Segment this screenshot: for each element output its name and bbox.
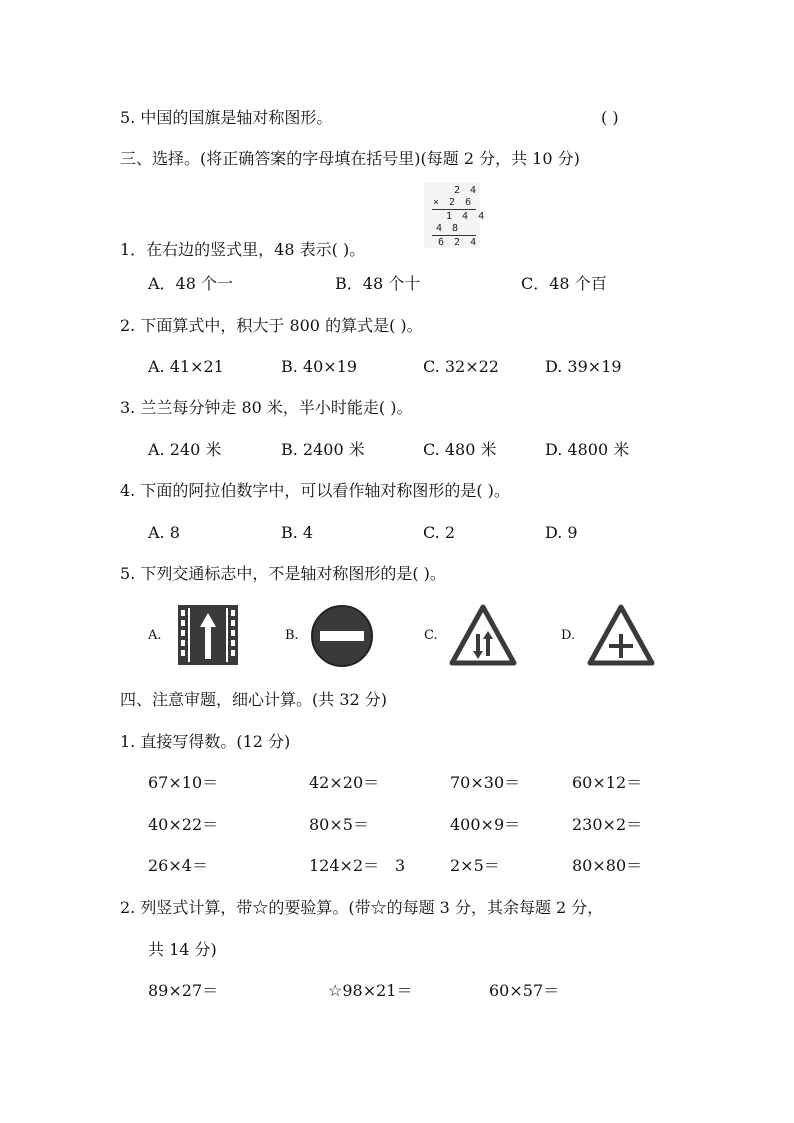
- sec3-q4-option-a[interactable]: A. 8: [148, 523, 180, 542]
- vc-rule-1: [432, 209, 476, 210]
- mental-calc-item: 42×20＝: [309, 773, 380, 792]
- straight-ahead-sign-icon[interactable]: [178, 605, 238, 665]
- vc-rule-2: [432, 235, 476, 236]
- sec2-q5-answer-paren[interactable]: ( ): [601, 108, 619, 127]
- mental-calc-item: 80×5＝: [309, 815, 369, 834]
- sec3-q4-option-b[interactable]: B. 4: [281, 523, 314, 542]
- crossroads-sign-icon[interactable]: [587, 604, 655, 666]
- sec3-q3-option-d[interactable]: D. 4800 米: [545, 440, 630, 459]
- sec3-q5-option-b-label[interactable]: B.: [285, 628, 299, 643]
- mental-calc-item: 2×5＝: [450, 856, 500, 875]
- sec3-q1-option-c[interactable]: C．48 个百: [521, 274, 607, 293]
- vc-row-3: 1 4 4: [446, 211, 487, 222]
- sec4-q2-line2: 共 14 分): [148, 940, 217, 959]
- mental-calc-item: 230×2＝: [572, 815, 643, 834]
- sec3-q4-text: 4. 下面的阿拉伯数字中，可以看作轴对称图形的是( )。: [120, 481, 510, 500]
- sec3-q2-option-b[interactable]: B. 40×19: [281, 357, 358, 376]
- mental-calc-item: 60×12＝: [572, 773, 643, 792]
- sec3-q5-text: 5. 下列交通标志中，不是轴对称图形的是( )。: [120, 564, 446, 583]
- sec3-q3-option-b[interactable]: B. 2400 米: [281, 440, 365, 459]
- written-calc-item: 89×27＝: [148, 981, 219, 1000]
- sec2-q5-text: 5. 中国的国旗是轴对称图形。: [120, 108, 333, 127]
- two-way-traffic-sign-icon[interactable]: [449, 604, 517, 666]
- sec3-q2-option-a[interactable]: A. 41×21: [148, 357, 224, 376]
- sec3-q3-option-c[interactable]: C. 480 米: [423, 440, 497, 459]
- sec4-q1-text: 1. 直接写得数。(12 分): [120, 732, 291, 751]
- sec3-q2-option-d[interactable]: D. 39×19: [545, 357, 622, 376]
- sec3-q5-option-d-label[interactable]: D.: [561, 628, 576, 643]
- sec4-heading: 四、注意审题，细心计算。(共 32 分): [120, 690, 388, 709]
- sec3-q3-option-a[interactable]: A. 240 米: [148, 440, 222, 459]
- mental-calc-item: 70×30＝: [450, 773, 521, 792]
- mental-calc-item: 67×10＝: [148, 773, 219, 792]
- vc-row-4: 4 8: [436, 223, 461, 234]
- sec3-q1-option-b[interactable]: B．48 个十: [335, 274, 421, 293]
- mental-calc-item: 124×2＝: [309, 856, 380, 875]
- sec3-q1-option-a[interactable]: A．48 个一: [148, 274, 234, 293]
- sec3-q1-text: 1．在右边的竖式里，48 表示( )。: [120, 240, 366, 259]
- sec3-q3-text: 3. 兰兰每分钟走 80 米，半小时能走( )。: [120, 398, 413, 417]
- sec3-q4-option-d[interactable]: D. 9: [545, 523, 578, 542]
- sec3-q4-option-c[interactable]: C. 2: [423, 523, 456, 542]
- mental-calc-item: 26×4＝: [148, 856, 208, 875]
- vc-row-1: 2 4: [454, 185, 479, 196]
- no-entry-sign-icon[interactable]: [310, 604, 374, 668]
- stray-mark: 3: [395, 856, 406, 875]
- sec4-q2-line1: 2. 列竖式计算，带☆的要验算。(带☆的每题 3 分，其余每题 2 分，: [120, 898, 604, 917]
- sec3-heading: 三、选择。(将正确答案的字母填在括号里)(每题 2 分，共 10 分): [120, 149, 580, 168]
- written-calc-item: 60×57＝: [489, 981, 560, 1000]
- sec3-q5-option-c-label[interactable]: C.: [424, 628, 438, 643]
- sec3-q5-option-a-label[interactable]: A.: [148, 628, 162, 643]
- sec3-q2-text: 2. 下面算式中，积大于 800 的算式是( )。: [120, 316, 423, 335]
- mental-calc-item: 80×80＝: [572, 856, 643, 875]
- vertical-calculation: [424, 182, 487, 248]
- mental-calc-item: 400×9＝: [450, 815, 521, 834]
- mental-calc-item: 40×22＝: [148, 815, 219, 834]
- sec3-q2-option-c[interactable]: C. 32×22: [423, 357, 499, 376]
- vc-row-5: 6 2 4: [438, 237, 479, 248]
- vc-row-2: × 2 6: [433, 197, 474, 208]
- written-calc-item: ☆98×21＝: [328, 981, 413, 1000]
